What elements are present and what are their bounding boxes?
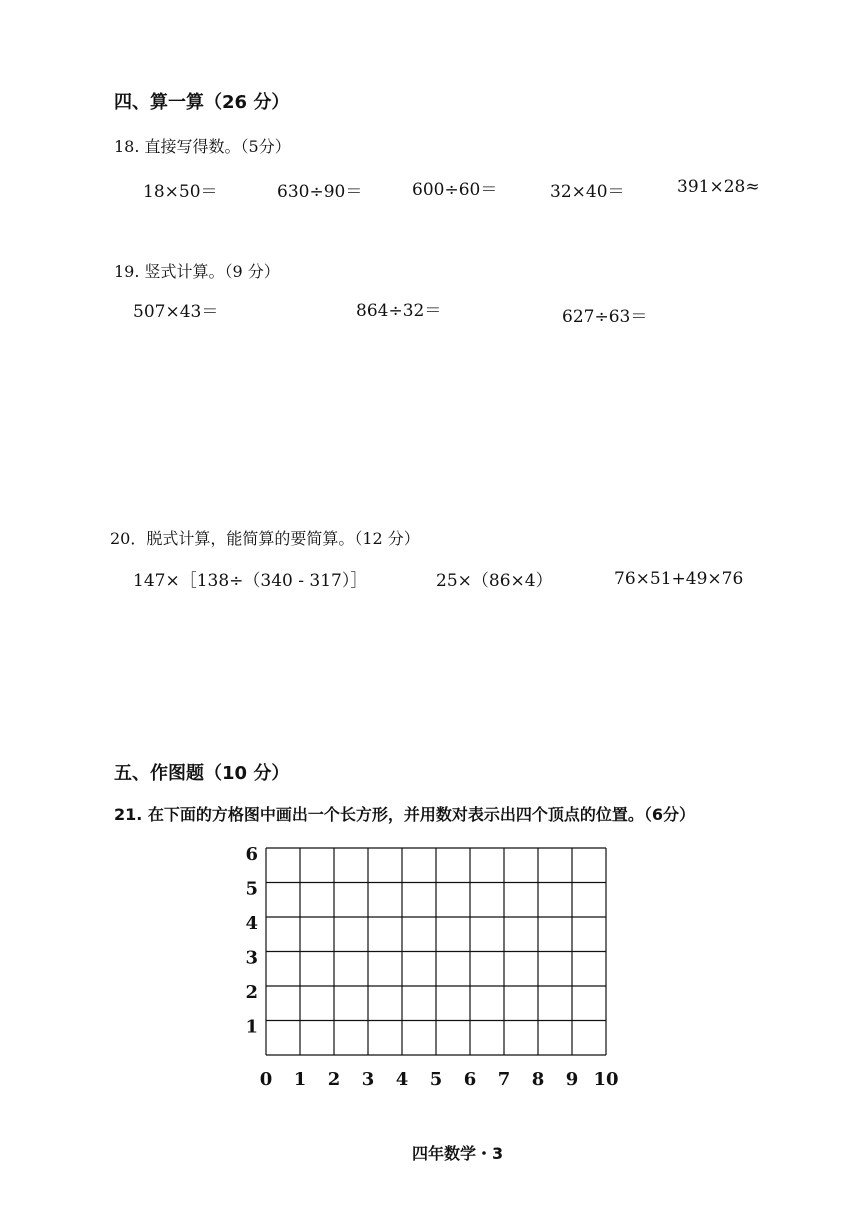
question-21-title: 21. 在下面的方格图中画出一个长方形，并用数对表示出四个顶点的位置。（6分） [114, 805, 696, 824]
coordinate-grid [240, 836, 630, 1088]
question-18-title: 18. 直接写得数。（5分） [114, 137, 291, 156]
q20-expression-1: 147×［138÷（340 - 317）］ [133, 571, 368, 591]
x-axis-tick-label: 6 [463, 1069, 477, 1088]
y-axis-tick-label: 4 [245, 913, 258, 934]
q18-expression-2: 630÷90＝ [277, 182, 363, 202]
section-4-heading: 四、算一算（26 分） [114, 92, 290, 113]
q19-expression-3: 627÷63＝ [562, 307, 648, 327]
x-axis-tick-label: 8 [531, 1069, 545, 1088]
q19-expression-2: 864÷32＝ [356, 301, 442, 321]
x-axis-tick-label: 3 [361, 1069, 375, 1088]
page-footer: 四年数学・3 [412, 1144, 504, 1163]
x-axis-tick-label: 1 [293, 1069, 307, 1088]
q18-expression-1: 18×50＝ [143, 182, 218, 202]
x-axis-tick-label: 10 [593, 1069, 619, 1088]
y-axis-tick-label: 2 [245, 982, 258, 1003]
x-axis-tick-label: 4 [395, 1069, 409, 1088]
x-axis-tick-label: 0 [259, 1069, 273, 1088]
q20-expression-3: 76×51+49×76 [614, 569, 744, 589]
x-axis-tick-label: 7 [497, 1069, 511, 1088]
question-20-title: 20．脱式计算，能简算的要简算。（12 分） [110, 529, 420, 548]
y-axis-tick-label: 5 [245, 878, 258, 900]
x-axis-tick-label: 5 [429, 1069, 443, 1088]
q18-expression-5: 391×28≈ [677, 177, 760, 197]
question-19-title: 19. 竖式计算。（9 分） [114, 262, 280, 281]
y-axis-tick-label: 3 [245, 947, 258, 969]
q19-expression-1: 507×43＝ [133, 302, 219, 322]
section-5-heading: 五、作图题（10 分） [114, 763, 290, 784]
q18-expression-4: 32×40＝ [550, 182, 625, 202]
q18-expression-3: 600÷60＝ [412, 180, 498, 200]
y-axis-tick-label: 6 [245, 844, 258, 865]
x-axis-tick-label: 2 [327, 1069, 341, 1088]
y-axis-tick-label: 1 [245, 1016, 258, 1038]
q20-expression-2: 25×（86×4） [436, 571, 553, 591]
x-axis-tick-label: 9 [565, 1069, 579, 1088]
